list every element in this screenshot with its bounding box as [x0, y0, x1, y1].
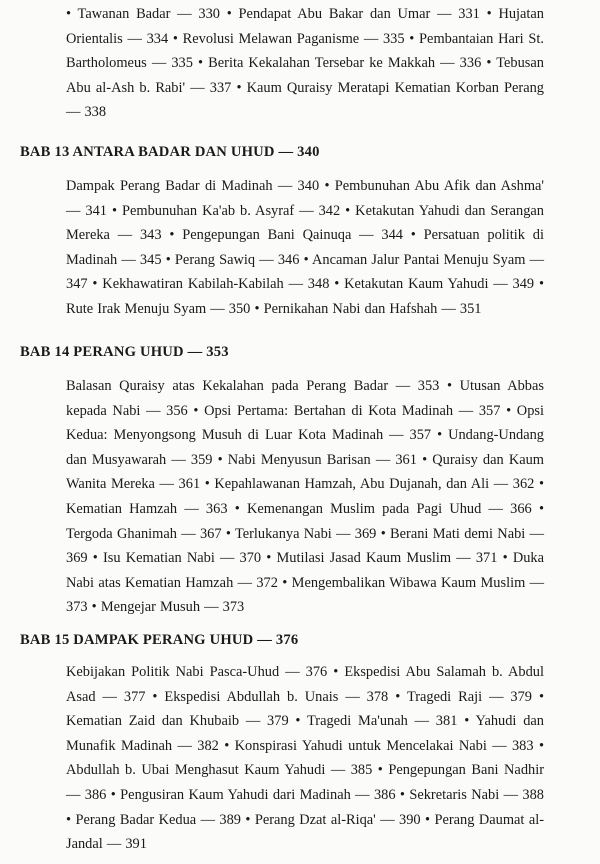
chapter-heading-bab13: BAB 13 ANTARA BADAR DAN UHUD — 340 — [20, 144, 320, 160]
toc-entries-bab13: Dampak Perang Badar di Madinah — 340 • Pembunuhan Abu Afik dan Ashma' — 341 • Pembunuhan Ka'ab b. Asyraf — 342 • Ketakutan Yahudi dan Serangan Mereka — 343 • Pengepungan Bani Qainuqa — 344 • Persatuan politik di Madinah — 345 • Perang Sawiq — 346 • Ancaman Jalur Pantai Menuju Syam — 347 • Kekhawatiran Kabilah-Kabilah — 348 • Ketakutan Kaum Yahudi — 349 • Rute Irak Menuju Syam — 350 • Pernikahan Nabi dan Hafshah — 351 — [66, 178, 544, 317]
toc-entries-bab12-continued: • Tawanan Badar — 330 • Pendapat Abu Bakar dan Umar — 331 • Hujatan Orientalis — 334 • Revolusi Melawan Paganisme — 335 • Pembantaian Hari St. Bartholomeus — 335 • Berita Kekalahan Tersebar ke Makkah — 336 • Tebusan Abu al-Ash b. Rabi' — 337 • Kaum Quraisy Meratapi Kematian Korban Perang — 338 — [66, 6, 544, 121]
toc-entries-bab14: Balasan Quraisy atas Kekalahan pada Perang Badar — 353 • Utusan Abbas kepada Nabi — 356 • Opsi Pertama: Bertahan di Kota Madinah — 357 • Opsi Kedua: Menyongsong Musuh di Luar Kota Madinah — 357 • Undang-Undang dan Musyawarah — 359 • Nabi Menyusun Barisan — 361 • Quraisy dan Kaum Wanita Mereka — 361 • Kepahlawanan Hamzah, Abu Dujanah, dan Ali — 362 • Kematian Hamzah — 363 • Kemenangan Muslim pada Pagi Uhud — 366 • Tergoda Ghanimah — 367 • Terlukanya Nabi — 369 • Berani Mati demi Nabi — 369 • Isu Kematian Nabi — 370 • Mutilasi Jasad Kaum Muslim — 371 • Duka Nabi atas Kematian Hamzah — 372 • Mengembalikan Wibawa Kaum Muslim — 373 • Mengejar Musuh — 373 — [66, 378, 544, 616]
toc-entries-bab15: Kebijakan Politik Nabi Pasca-Uhud — 376 • Ekspedisi Abu Salamah b. Abdul Asad — 377 • Ekspedisi Abdullah b. Unais — 378 • Tragedi Raji — 379 • Kematian Zaid dan Khubaib — 379 • Tragedi Ma'unah — 381 • Yahudi dan Munafik Madinah — 382 • Konspirasi Yahudi untuk Mencelakai Nabi — 383 • Abdullah b. Ubai Menghasut Kaum Yahudi — 385 • Pengepungan Bani Nadhir — 386 • Pengusiran Kaum Yahudi dari Madinah — 386 • Sekretaris Nabi — 388 • Perang Badar Kedua — 389 • Perang Dzat al-Riqa' — 390 • Perang Daumat al-Jandal — 391 — [66, 664, 544, 853]
chapter-heading-bab14: BAB 14 PERANG UHUD — 353 — [20, 344, 229, 360]
chapter-heading-bab15: BAB 15 DAMPAK PERANG UHUD — 376 — [20, 632, 299, 648]
